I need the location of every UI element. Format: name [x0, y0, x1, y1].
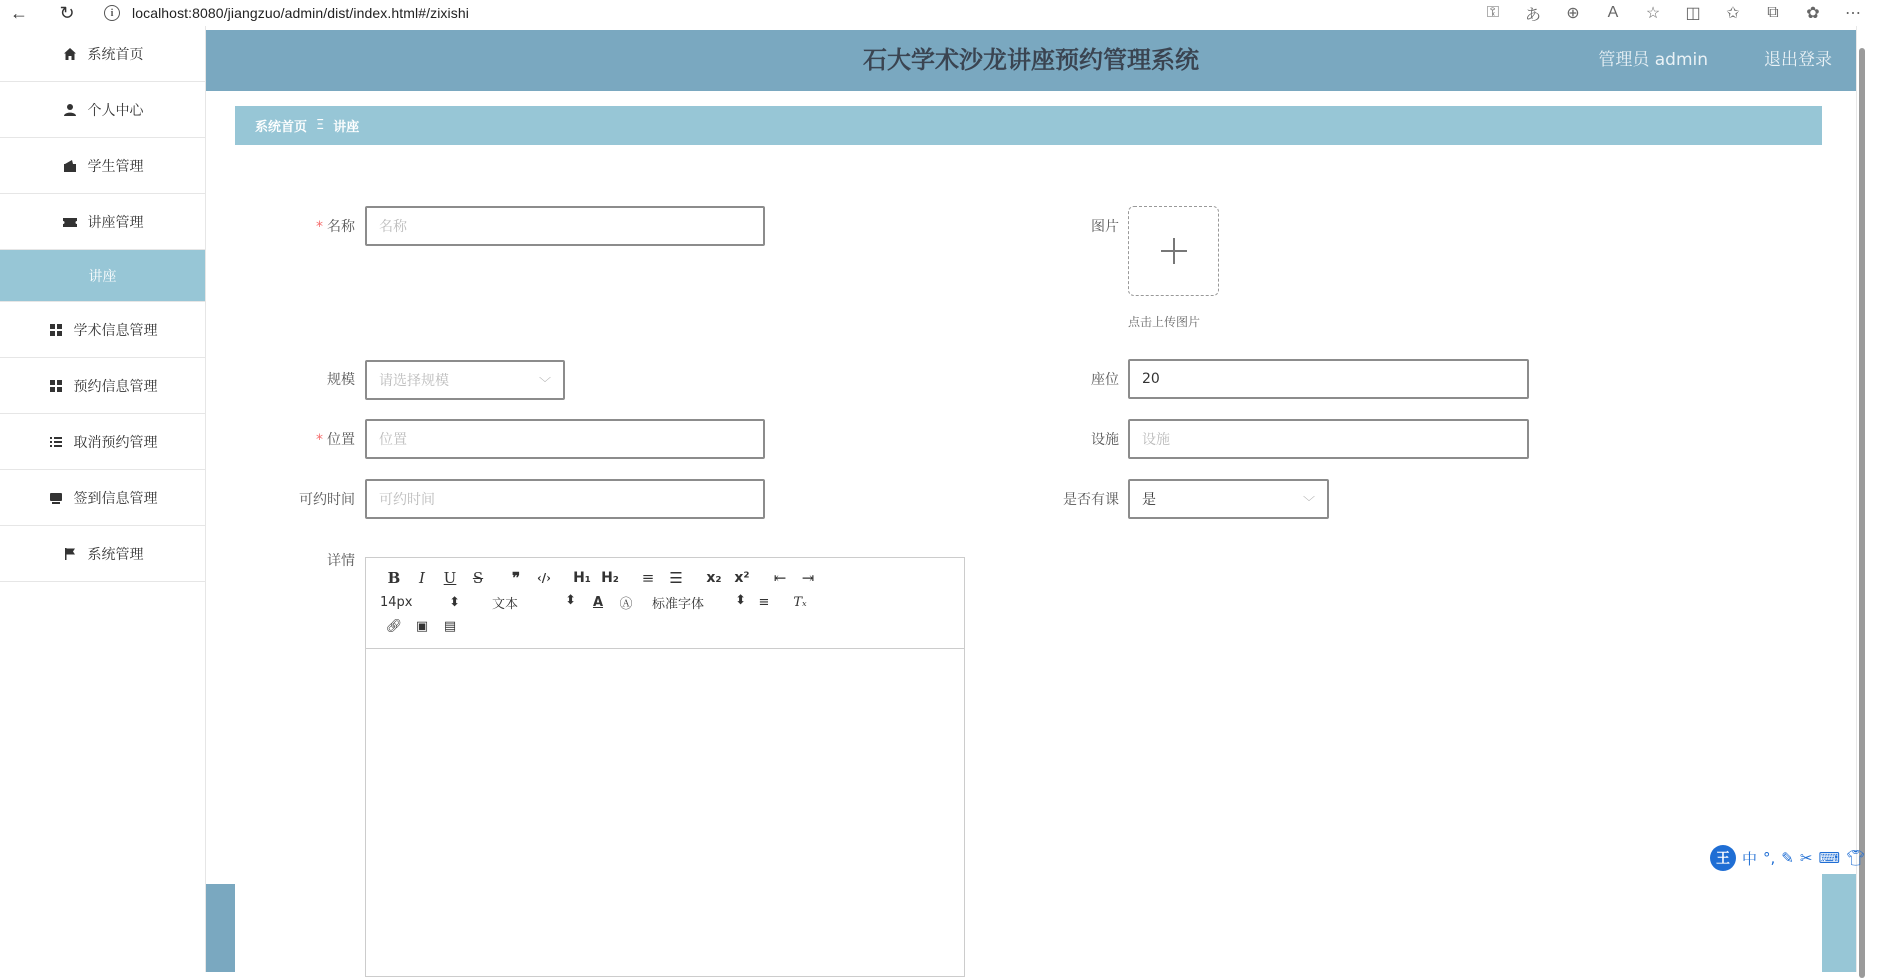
sidebar-subitem-lecture[interactable] [0, 250, 205, 302]
image-icon[interactable]: ▣ [415, 618, 429, 634]
keyboard-icon[interactable]: ⌨ [1818, 849, 1841, 867]
home-icon [62, 46, 78, 62]
skin-icon[interactable]: 👕︎ [1846, 849, 1866, 867]
address-bar[interactable]: localhost:8080/jiangzuo/admin/dist/index.html#/zixishi [132, 5, 469, 21]
name-placeholder: 名称 [379, 219, 407, 235]
available-time-input[interactable] [365, 479, 765, 519]
sidebar-item-label: 个人中心 [87, 102, 144, 119]
back-arrow-icon[interactable]: ← [10, 2, 28, 23]
sidebar-item-label: 系统管理 [87, 546, 144, 563]
bullet-list-icon[interactable]: ☰ [669, 569, 683, 587]
favorites-list-icon[interactable]: ✩ [1726, 5, 1740, 22]
facilities-placeholder: 设施 [1142, 432, 1170, 448]
italic-icon[interactable]: I [419, 569, 425, 587]
ticket-icon [62, 214, 78, 230]
sidebar-item-label: 签到信息管理 [73, 490, 158, 507]
flag-icon [62, 546, 78, 562]
font-family-select[interactable]: 标准字体 ⬍ [652, 592, 746, 612]
punctuation-icon[interactable]: °, [1763, 849, 1776, 867]
clear-format-icon[interactable]: Tₓ [793, 594, 807, 610]
indent-icon[interactable]: ⇥ [801, 569, 815, 587]
available-time-placeholder: 可约时间 [379, 492, 435, 508]
wallet-icon [62, 158, 78, 174]
top-header [206, 30, 1856, 91]
details-label: 详情 [327, 553, 355, 569]
header-1-icon[interactable]: H₁ [573, 570, 591, 586]
strike-icon[interactable]: S [472, 569, 484, 587]
ordered-list-icon[interactable]: ≡ [641, 569, 655, 587]
sidebar-item-academic-info[interactable] [0, 302, 205, 358]
image-upload-box[interactable] [1128, 206, 1219, 296]
bold-icon[interactable]: B [387, 569, 401, 587]
facilities-input[interactable] [1128, 419, 1529, 459]
plus-icon [1159, 236, 1189, 266]
sidebar-item-checkin-info[interactable] [0, 470, 205, 526]
scrollbar-track [1856, 26, 1857, 972]
font-size-select[interactable]: 14px ⬍ [380, 594, 460, 610]
header-2-icon[interactable]: H₂ [601, 570, 619, 586]
location-input[interactable] [365, 419, 765, 459]
seats-label: 座位 [1091, 372, 1119, 388]
browser-toolbar [0, 0, 1880, 26]
ime-mode[interactable]: 中 [1742, 849, 1758, 868]
ime-toolbar [1710, 843, 1865, 873]
decorative-block-right [1822, 874, 1856, 972]
required-mark: * [316, 432, 323, 448]
sidebar-item-label: 学生管理 [87, 158, 144, 175]
facilities-label: 设施 [1091, 432, 1119, 448]
editor-content-area[interactable] [366, 649, 964, 977]
browser-tools [1484, 0, 1862, 26]
chevron-down-icon: ﹀ [538, 376, 551, 390]
name-input[interactable] [365, 206, 765, 246]
sidebar-item-label: 预约信息管理 [73, 378, 158, 395]
sidebar-item-profile[interactable] [0, 82, 205, 138]
pen-icon[interactable]: ✎ [1781, 849, 1794, 867]
scissors-icon[interactable]: ✂ [1799, 849, 1813, 867]
image-upload-hint: 点击上传图片 [1128, 315, 1201, 329]
sidebar-item-cancel-reservation[interactable] [0, 414, 205, 470]
sidebar [0, 26, 206, 972]
translate-icon[interactable]: あ [1524, 6, 1541, 24]
location-label: * 位置 [316, 432, 355, 448]
read-aloud-icon[interactable]: A [1607, 4, 1619, 21]
name-label: * 名称 [316, 219, 355, 235]
sidebar-item-label: 取消预约管理 [73, 434, 158, 451]
seats-input[interactable] [1128, 359, 1529, 399]
page-scrollbar[interactable] [1856, 26, 1880, 972]
breadcrumb-separator: Ξ [316, 118, 325, 133]
scale-placeholder: 请选择规模 [379, 373, 449, 389]
sidebar-item-label: 讲座 [88, 268, 117, 285]
list-icon [48, 434, 64, 450]
code-block-icon[interactable]: ‹/› [537, 571, 551, 585]
sidebar-item-reservation-info[interactable] [0, 358, 205, 414]
underline-icon[interactable]: U [443, 569, 457, 587]
select-arrow-icon: ⬍ [565, 592, 576, 608]
scale-label: 规模 [327, 372, 355, 388]
sidebar-item-lecture-management[interactable] [0, 194, 205, 250]
ime-logo[interactable]: 王 [1710, 845, 1736, 871]
seats-value: 20 [1142, 371, 1160, 387]
logout-link[interactable]: 退出登录 [1764, 50, 1832, 70]
page-title: 石大学术沙龙讲座预约管理系统 [863, 46, 1199, 74]
sidebar-item-students[interactable] [0, 138, 205, 194]
select-arrow-icon: ⬍ [449, 594, 460, 610]
grid-icon [48, 378, 64, 394]
zoom-icon[interactable]: ⊕ [1566, 5, 1580, 22]
font-color-icon[interactable]: A [592, 594, 604, 610]
rich-text-editor [365, 557, 965, 977]
sidebar-item-label: 学术信息管理 [73, 322, 158, 339]
key-icon[interactable]: ⚿ [1486, 4, 1500, 21]
decorative-block-left [206, 884, 235, 972]
breadcrumb-current: 讲座 [333, 120, 360, 135]
extensions-icon[interactable]: ✿ [1806, 5, 1820, 22]
video-icon[interactable]: ▤ [443, 618, 457, 634]
align-icon[interactable]: ≡ [758, 594, 770, 610]
collections-icon[interactable]: ⧉ [1767, 4, 1779, 21]
scale-select[interactable] [365, 360, 565, 400]
sidebar-item-home[interactable] [0, 26, 205, 82]
breadcrumb-home[interactable]: 系统首页 [255, 120, 308, 135]
location-placeholder: 位置 [379, 432, 407, 448]
subscript-icon[interactable]: x₂ [706, 570, 722, 586]
superscript-icon[interactable]: x² [734, 570, 750, 586]
reload-icon[interactable]: ↻ [59, 2, 75, 23]
editor-toolbar [366, 558, 964, 649]
image-label: 图片 [1091, 219, 1119, 235]
has-class-label: 是否有课 [1063, 492, 1119, 508]
has-class-value: 是 [1142, 492, 1156, 508]
favorite-star-icon[interactable]: ☆ [1645, 5, 1661, 22]
box-icon [48, 490, 64, 506]
sidebar-item-label: 系统首页 [87, 46, 144, 63]
current-user: 管理员 admin [1598, 50, 1708, 70]
grid-icon [48, 322, 64, 338]
select-arrow-icon: ⬍ [735, 592, 746, 608]
site-info-icon[interactable]: i [104, 5, 120, 21]
sidebar-item-system[interactable] [0, 526, 205, 582]
outdent-icon[interactable]: ⇤ [773, 569, 787, 587]
quote-icon[interactable]: ❞ [511, 569, 521, 587]
scrollbar-thumb[interactable] [1859, 48, 1865, 978]
has-class-select[interactable] [1128, 479, 1329, 519]
split-screen-icon[interactable]: ◫ [1685, 5, 1701, 22]
chevron-down-icon: ﹀ [1302, 495, 1315, 509]
paragraph-select[interactable]: 文本 ⬍ [492, 592, 576, 612]
breadcrumb [235, 106, 1822, 145]
more-menu-icon[interactable]: ⋯ [1845, 5, 1861, 22]
available-time-label: 可约时间 [299, 492, 355, 508]
link-icon[interactable]: 🔗︎ [385, 618, 403, 634]
required-mark: * [316, 219, 323, 235]
sidebar-item-label: 讲座管理 [87, 214, 144, 231]
background-color-icon[interactable]: Ⓐ [619, 596, 633, 612]
user-icon [62, 102, 78, 118]
